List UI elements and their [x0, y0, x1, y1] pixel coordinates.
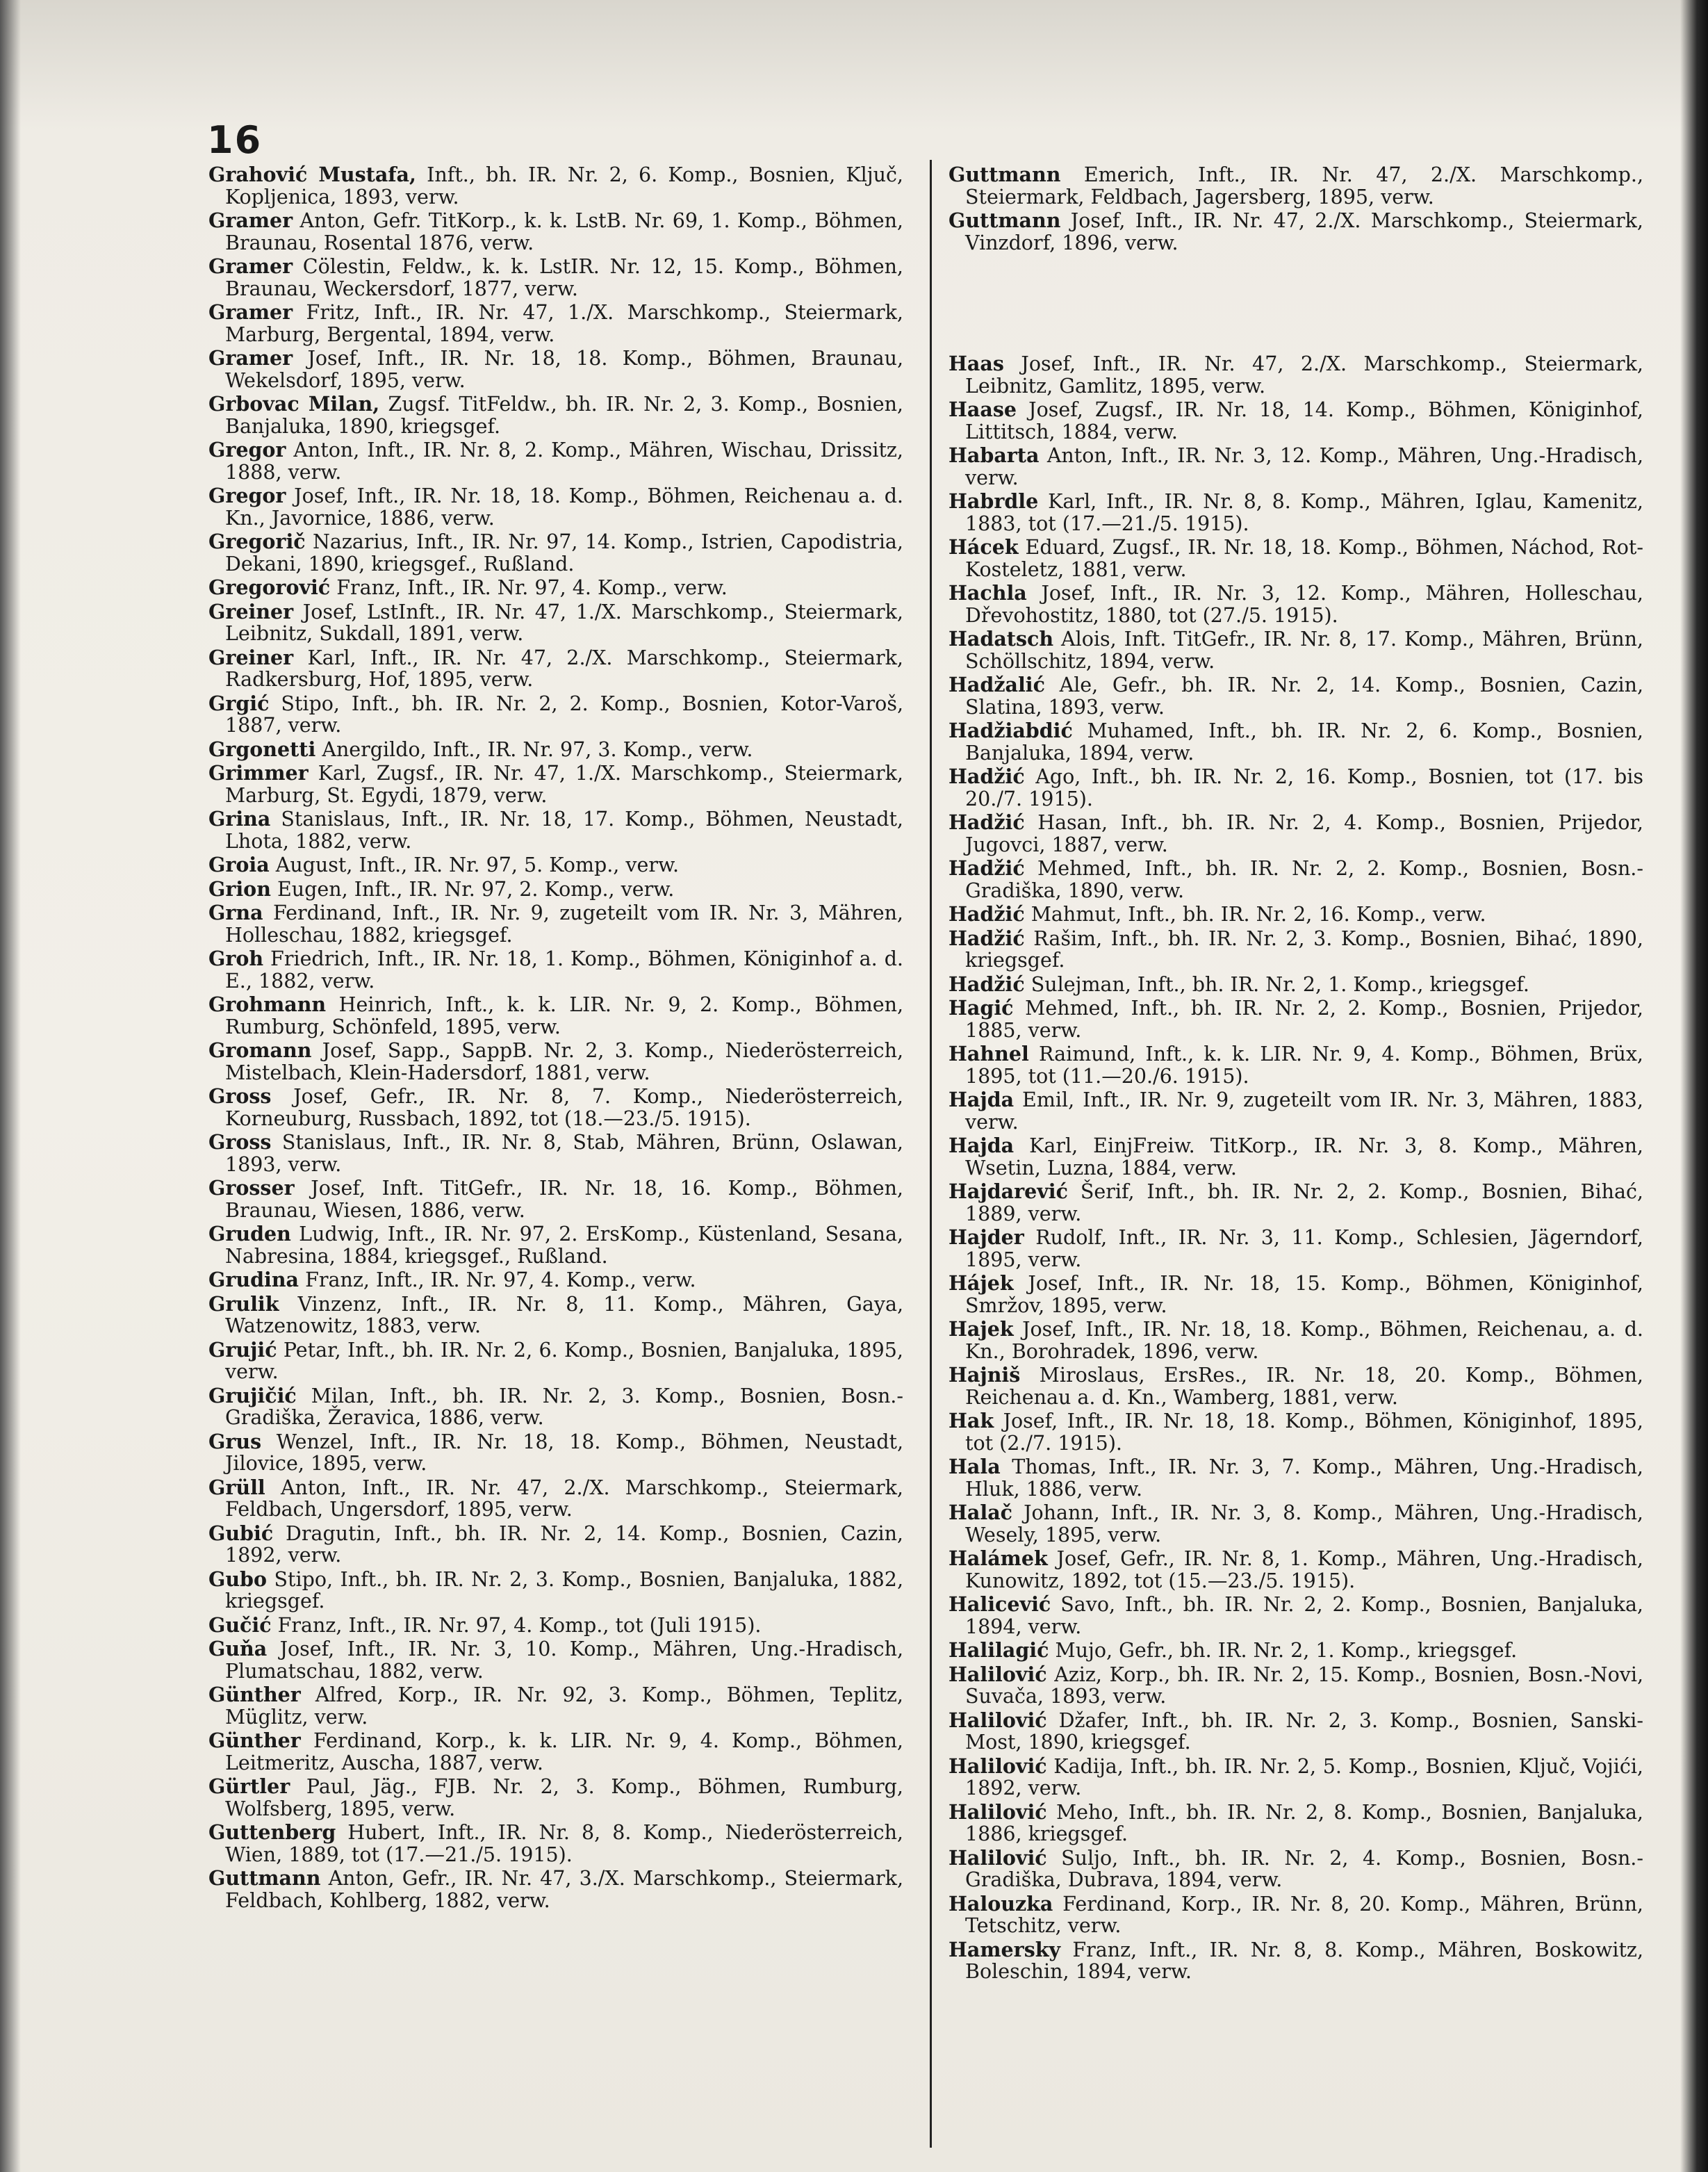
entry-details: Josef, Inft., IR. Nr. 18, 18. Komp., Böhmen, Reichenau, a. d. Kn., Borohradek, 1896, verw. — [965, 1318, 1643, 1363]
entry-details: Petar, Inft., bh. IR. Nr. 2, 6. Komp., Bosnien, Banjaluka, 1895, verw. — [225, 1338, 903, 1383]
entry-details: Šerif, Inft., bh. IR. Nr. 2, 2. Komp., Bosnien, Bihać, 1889, verw. — [965, 1180, 1643, 1225]
right-column-top-entries — [949, 164, 1643, 254]
entry-details: Hubert, Inft., IR. Nr. 8, 8. Komp., Niederösterreich, Wien, 1889, tot (17.—21./5. 1915). — [225, 1821, 903, 1866]
entry-surname: Gregorović — [208, 575, 331, 599]
register-entry — [949, 812, 1643, 856]
entry-details: Aziz, Korp., bh. IR. Nr. 2, 15. Komp., Bosnien, Bosn.-Novi, Suvača, 1893, verw. — [965, 1663, 1643, 1708]
entry-details: Anton, Inft., IR. Nr. 8, 2. Komp., Mähren, Wischau, Drissitz, 1888, verw. — [225, 439, 903, 484]
register-entry — [949, 1273, 1643, 1316]
register-entry — [949, 1548, 1643, 1592]
entry-details: Alois, Inft. TitGefr., IR. Nr. 8, 17. Komp., Mähren, Brünn, Schöllschitz, 1894, verw. — [965, 628, 1643, 673]
entry-details: Muhamed, Inft., bh. IR. Nr. 2, 6. Komp., Bosnien, Banjaluka, 1894, verw. — [965, 719, 1643, 765]
entry-details: Thomas, Inft., IR. Nr. 3, 7. Komp., Mähren, Ung.-Hradisch, Hluk, 1886, verw. — [965, 1455, 1643, 1501]
entry-surname: Grosser — [208, 1176, 295, 1200]
register-entry — [208, 1523, 903, 1567]
entry-surname: Gürtler — [208, 1774, 290, 1798]
register-entry — [208, 1684, 903, 1728]
register-entry — [208, 164, 903, 208]
entry-details: Josef, Inft., IR. Nr. 3, 12. Komp., Mähren, Holleschau, Dřevohostitz, 1880, tot (27./5. 1915). — [965, 582, 1643, 627]
entry-details: Josef, Gefr., IR. Nr. 8, 1. Komp., Mähren, Ung.-Hradisch, Kunowitz, 1892, tot (15.—23./5. 1915). — [965, 1547, 1643, 1592]
entry-surname: Halouzka — [949, 1891, 1053, 1916]
register-entry — [949, 1410, 1643, 1454]
entry-surname: Günther — [208, 1729, 301, 1752]
register-entry — [208, 647, 903, 691]
entry-details: Josef, Inft., IR. Nr. 47, 2./X. Marschkomp., Steiermark, Leibnitz, Gamlitz, 1895, verw. — [965, 352, 1643, 398]
entry-surname: Haas — [949, 352, 1004, 375]
entry-surname: Hadžić — [949, 972, 1025, 996]
register-entry — [208, 1385, 903, 1429]
entry-details: Johann, Inft., IR. Nr. 3, 8. Komp., Mähren, Ung.-Hradisch, Wesely, 1895, verw. — [965, 1501, 1643, 1546]
entry-surname: Gregorič — [208, 530, 306, 553]
entry-surname: Hajder — [949, 1225, 1024, 1249]
entry-surname: Guttmann — [208, 1866, 321, 1890]
entry-surname: Hadžić — [949, 926, 1025, 950]
entry-surname: Halilović — [949, 1754, 1047, 1778]
entry-details: Karl, Inft., IR. Nr. 8, 8. Komp., Mähren, Iglau, Kamenitz, 1883, tot (17.—21./5. 1915). — [965, 490, 1643, 535]
entry-surname: Gromann — [208, 1038, 312, 1062]
entry-surname: Hadžić — [949, 856, 1025, 880]
entry-surname: Gruden — [208, 1222, 291, 1246]
entry-details: Emil, Inft., IR. Nr. 9, zugeteilt vom IR. Nr. 3, Mähren, 1883, verw. — [965, 1088, 1643, 1134]
entry-surname: Haase — [949, 398, 1017, 421]
entry-surname: Hajda — [949, 1088, 1015, 1111]
entry-surname: Gramer — [208, 346, 293, 370]
register-entry — [949, 1227, 1643, 1271]
register-entry — [949, 537, 1643, 580]
entry-surname: Günther — [208, 1683, 301, 1706]
entry-details: Franz, Inft., IR. Nr. 97, 4. Komp., tot (Juli 1915). — [271, 1613, 762, 1637]
entry-details: Milan, Inft., bh. IR. Nr. 2, 3. Komp., Bosnien, Bosn.-Gradiška, Žeravica, 1886, verw. — [225, 1384, 903, 1429]
entry-surname: Gučić — [208, 1612, 272, 1637]
entry-surname: Grahović Mustafa, — [208, 163, 416, 186]
entry-surname: Grimmer — [208, 761, 309, 785]
register-entry — [208, 948, 903, 992]
entry-surname: Grujić — [208, 1337, 277, 1362]
entry-details: Anton, Gefr., IR. Nr. 47, 3./X. Marschkomp., Steiermark, Feldbach, Kohlberg, 1882, verw. — [225, 1867, 903, 1912]
register-entry — [208, 1776, 903, 1820]
entry-surname: Hajniš — [949, 1363, 1021, 1387]
register-entry — [208, 1612, 903, 1637]
entry-details: Fritz, Inft., IR. Nr. 47, 1./X. Marschkomp., Steiermark, Marburg, Bergental, 1894, verw. — [225, 301, 903, 346]
entry-surname: Groh — [208, 947, 264, 970]
entry-surname: Habarta — [949, 443, 1040, 467]
entry-surname: Guttmann — [949, 163, 1061, 186]
entry-details: Raimund, Inft., k. k. LIR. Nr. 9, 4. Komp., Böhmen, Brüx, 1895, tot (11.—20./6. 1915). — [965, 1043, 1643, 1088]
register-entry — [208, 1339, 903, 1383]
register-entry — [208, 808, 903, 852]
entry-surname: Grüll — [208, 1475, 265, 1499]
entry-surname: Hadžić — [949, 902, 1025, 926]
entry-surname: Groia — [208, 853, 270, 876]
register-entry — [949, 1799, 1643, 1845]
entry-details: Josef, Inft., IR. Nr. 18, 15. Komp., Böhmen, Königinhof, Smržov, 1895, verw. — [965, 1272, 1643, 1317]
entry-surname: Hagić — [949, 996, 1014, 1020]
entry-details: Zugsf. TitFeldw., bh. IR. Nr. 2, 3. Komp., Bosnien, Banjaluka, 1890, kriegsgef. — [225, 393, 903, 438]
register-entry — [949, 1847, 1643, 1891]
entry-surname: Hadžić — [949, 810, 1025, 834]
entry-surname: Grohmann — [208, 993, 327, 1016]
register-entry — [949, 353, 1643, 397]
register-entry — [949, 445, 1643, 489]
entry-surname: Gramer — [208, 254, 293, 278]
entry-details: Vinzenz, Inft., IR. Nr. 8, 11. Komp., Mähren, Gaya, Watzenowitz, 1883, verw. — [225, 1292, 903, 1337]
register-entry — [208, 393, 903, 437]
entry-surname: Gubić — [208, 1521, 274, 1545]
page-number: 16 — [207, 118, 263, 162]
right-column — [949, 164, 1643, 1985]
entry-details: Kadija, Inft., bh. IR. Nr. 2, 5. Komp., Bosnien, Ključ, Vojići, 1892, verw. — [965, 1754, 1643, 1799]
entry-details: Wenzel, Inft., IR. Nr. 18, 18. Komp., Böhmen, Neustadt, Jilovice, 1895, verw. — [225, 1430, 903, 1475]
entry-details: Stanislaus, Inft., IR. Nr. 18, 17. Komp., Böhmen, Neustadt, Lhota, 1882, verw. — [225, 808, 903, 853]
entry-surname: Hajdarević — [949, 1179, 1068, 1203]
entry-details: Stipo, Inft., bh. IR. Nr. 2, 3. Komp., Bosnien, Banjaluka, 1882, kriegsgef. — [225, 1567, 903, 1612]
register-entry — [949, 1181, 1643, 1225]
entry-details: Inft., bh. IR. Nr. 2, 6. Komp., Bosnien, Ključ, Kopljenica, 1893, verw. — [225, 163, 903, 209]
entry-details: Stipo, Inft., bh. IR. Nr. 2, 2. Komp., Bosnien, Kotor-Varoš, 1887, verw. — [225, 692, 903, 737]
register-entry — [949, 582, 1643, 626]
register-entry — [208, 1868, 903, 1911]
entry-surname: Halač — [949, 1501, 1013, 1524]
register-entry — [949, 674, 1643, 718]
entry-surname: Halámek — [949, 1546, 1048, 1570]
register-entry — [208, 348, 903, 391]
register-entry — [949, 1594, 1643, 1638]
entry-details: Anton, Inft., IR. Nr. 3, 12. Komp., Mähren, Ung.-Hradisch, verw. — [965, 444, 1643, 489]
entry-details: Eduard, Zugsf., IR. Nr. 18, 18. Komp., Böhmen, Náchod, Rot-Kosteletz, 1881, verw. — [965, 536, 1643, 581]
entry-details: Josef, Inft., IR. Nr. 18, 18. Komp., Böhmen, Braunau, Wekelsdorf, 1895, verw. — [225, 347, 903, 392]
entry-details: Alfred, Korp., IR. Nr. 92, 3. Komp., Böhmen, Teplitz, Müglitz, verw. — [225, 1683, 903, 1729]
entry-details: Anergildo, Inft., IR. Nr. 97, 3. Komp., verw. — [315, 737, 753, 761]
register-entry — [949, 1893, 1643, 1937]
register-entry — [949, 399, 1643, 443]
register-entry — [949, 1318, 1643, 1362]
register-entry — [949, 1756, 1643, 1799]
entry-surname: Hajek — [949, 1317, 1014, 1341]
register-entry — [208, 485, 903, 529]
register-entry — [949, 1043, 1643, 1087]
entry-surname: Hamersky — [949, 1937, 1061, 1961]
entry-surname: Hadžić — [949, 765, 1025, 788]
entry-details: Josef, Sapp., SappB. Nr. 2, 3. Komp., Niederösterreich, Mistelbach, Klein-Hadersdorf, 1881, verw. — [225, 1039, 903, 1084]
entry-details: Josef, Gefr., IR. Nr. 8, 7. Komp., Niederösterreich, Korneuburg, Russbach, 1892, tot (18.—23./5. 1915). — [225, 1085, 903, 1130]
register-entry — [949, 974, 1643, 996]
entry-surname: Grna — [208, 901, 263, 924]
entry-surname: Guttenberg — [208, 1820, 336, 1844]
entry-surname: Grulik — [208, 1291, 279, 1316]
register-entry — [208, 601, 903, 645]
entry-surname: Gross — [208, 1084, 272, 1108]
entry-surname: Hajda — [949, 1134, 1015, 1157]
register-entry — [949, 997, 1643, 1041]
entry-surname: Gregor — [208, 484, 286, 507]
entry-details: Karl, Zugsf., IR. Nr. 47, 1./X. Marschkomp., Steiermark, Marburg, St. Egydi, 1879, verw. — [225, 762, 903, 807]
section-gap — [949, 256, 1643, 353]
entry-surname: Hak — [949, 1409, 994, 1432]
entry-surname: Habrdle — [949, 489, 1039, 513]
entry-details: Rašim, Inft., bh. IR. Nr. 2, 3. Komp., Bosnien, Bihać, 1890, kriegsgef. — [965, 926, 1643, 972]
entry-details: Josef, Inft., IR. Nr. 18, 18. Komp., Böhmen, Reichenau a. d. Kn., Javornice, 1886, verw. — [225, 484, 903, 530]
entry-surname: Hala — [949, 1455, 1001, 1478]
register-entry — [949, 210, 1643, 254]
register-entry — [949, 164, 1643, 208]
register-entry — [949, 1939, 1643, 1983]
entry-details: Heinrich, Inft., k. k. LIR. Nr. 9, 2. Komp., Böhmen, Rumburg, Schönfeld, 1895, verw. — [225, 993, 903, 1038]
register-entry — [208, 1477, 903, 1521]
register-entry — [208, 1269, 903, 1291]
entry-details: Miroslaus, ErsRes., IR. Nr. 18, 20. Komp., Böhmen, Reichenau a. d. Kn., Wamberg, 1881, verw. — [965, 1364, 1643, 1409]
entry-details: Mahmut, Inft., bh. IR. Nr. 2, 16. Komp., verw. — [1024, 903, 1486, 926]
register-entry — [208, 902, 903, 946]
entry-details: Paul, Jäg., FJB. Nr. 2, 3. Komp., Böhmen, Rumburg, Wolfsberg, 1895, verw. — [225, 1775, 903, 1820]
entry-details: Stanislaus, Inft., IR. Nr. 8, Stab, Mähren, Brünn, Oslawan, 1893, verw. — [225, 1131, 903, 1176]
entry-surname: Hadžiabdić — [949, 719, 1073, 742]
entry-details: Ago, Inft., bh. IR. Nr. 2, 16. Komp., Bosnien, tot (17. bis 20./7. 1915). — [965, 765, 1643, 810]
entry-surname: Grujičić — [208, 1383, 297, 1407]
entry-surname: Halilović — [949, 1708, 1047, 1732]
register-entry — [208, 1293, 903, 1337]
entry-surname: Grbovac Milan, — [208, 392, 380, 416]
register-entry — [949, 766, 1643, 810]
register-entry — [208, 762, 903, 806]
entry-details: Ale, Gefr., bh. IR. Nr. 2, 14. Komp., Bosnien, Cazin, Slatina, 1893, verw. — [965, 673, 1643, 719]
page-edge-shadow-left — [0, 0, 21, 2172]
left-column — [208, 164, 903, 1913]
entry-details: Franz, Inft., IR. Nr. 8, 8. Komp., Mähren, Boskowitz, Boleschin, 1894, verw. — [965, 1938, 1643, 1983]
register-entry — [208, 876, 903, 901]
entry-details: Karl, Inft., IR. Nr. 47, 2./X. Marschkomp., Steiermark, Radkersburg, Hof, 1895, verw. — [225, 646, 903, 691]
entry-surname: Guttmann — [949, 209, 1061, 232]
register-entry — [208, 854, 903, 876]
entry-details: Cölestin, Feldw., k. k. LstIR. Nr. 12, 15. Komp., Böhmen, Braunau, Weckersdorf, 1877, verw. — [225, 255, 903, 300]
entry-details: Dragutin, Inft., bh. IR. Nr. 2, 14. Komp., Bosnien, Cazin, 1892, verw. — [225, 1521, 903, 1567]
entry-surname: Grina — [208, 807, 271, 831]
register-entry — [949, 628, 1643, 672]
register-entry — [208, 1730, 903, 1774]
entry-details: Mehmed, Inft., bh. IR. Nr. 2, 2. Komp., Bosnien, Prijedor, 1885, verw. — [965, 997, 1643, 1042]
register-entry — [949, 1089, 1643, 1133]
register-entry — [208, 302, 903, 345]
entry-surname: Halicević — [949, 1592, 1051, 1616]
register-entry — [208, 1638, 903, 1682]
entry-surname: Grion — [208, 876, 271, 901]
entry-details: Nazarius, Inft., IR. Nr. 97, 14. Komp., Istrien, Capodistria, Dekani, 1890, kriegsgef., Rußland. — [225, 530, 903, 575]
register-entry — [949, 1135, 1643, 1179]
register-entry — [208, 1040, 903, 1084]
entry-details: Friedrich, Inft., IR. Nr. 18, 1. Komp., Böhmen, Königinhof a. d. E., 1882, verw. — [225, 947, 903, 993]
entry-details: Josef, Inft., IR. Nr. 3, 10. Komp., Mähren, Ung.-Hradisch, Plumatschau, 1882, verw. — [225, 1638, 903, 1683]
register-entry — [208, 1086, 903, 1129]
entry-details: Džafer, Inft., bh. IR. Nr. 2, 3. Komp., Bosnien, Sanski-Most, 1890, kriegsgef. — [965, 1708, 1643, 1754]
register-entry — [208, 439, 903, 483]
register-entry — [208, 531, 903, 575]
entry-details: Josef, Inft. TitGefr., IR. Nr. 18, 16. Komp., Böhmen, Braunau, Wiesen, 1886, verw. — [225, 1177, 903, 1222]
register-entry — [949, 1364, 1643, 1408]
register-entry — [208, 1822, 903, 1865]
register-entry — [208, 1431, 903, 1475]
page-edge-shadow-right — [1680, 0, 1708, 2172]
column-divider — [930, 160, 932, 2148]
entry-details: Emerich, Inft., IR. Nr. 47, 2./X. Marschkomp., Steiermark, Feldbach, Jagersberg, 1895, verw. — [965, 163, 1643, 209]
entry-details: Ferdinand, Inft., IR. Nr. 9, zugeteilt vom IR. Nr. 3, Mähren, Holleschau, 1882, kriegsgef. — [225, 901, 903, 947]
register-entry — [208, 1177, 903, 1221]
entry-details: Mujo, Gefr., bh. IR. Nr. 2, 1. Komp., kriegsgef. — [1049, 1639, 1518, 1662]
entry-details: Rudolf, Inft., IR. Nr. 3, 11. Komp., Schlesien, Jägerndorf, 1895, verw. — [965, 1226, 1643, 1271]
register-entry — [949, 1710, 1643, 1754]
entry-details: Josef, LstInft., IR. Nr. 47, 1./X. Marschkomp., Steiermark, Leibnitz, Sukdall, 1891, verw. — [225, 600, 903, 645]
register-entry — [208, 994, 903, 1038]
entry-details: Josef, Zugsf., IR. Nr. 18, 14. Komp., Böhmen, Königinhof, Littitsch, 1884, verw. — [965, 398, 1643, 443]
register-entry — [208, 256, 903, 300]
entry-surname: Grudina — [208, 1268, 299, 1291]
entry-surname: Halilagić — [949, 1638, 1049, 1662]
entry-details: Josef, Inft., IR. Nr. 47, 2./X. Marschkomp., Steiermark, Vinzdorf, 1896, verw. — [965, 209, 1643, 254]
entry-surname: Hájek — [949, 1271, 1014, 1295]
entry-surname: Guňa — [208, 1637, 268, 1660]
entry-details: Mehmed, Inft., bh. IR. Nr. 2, 2. Komp., Bosnien, Bosn.-Gradiška, 1890, verw. — [965, 857, 1643, 902]
entry-surname: Grgonetti — [208, 737, 316, 761]
right-column-entries — [949, 353, 1643, 1983]
entry-details: Ferdinand, Korp., k. k. LIR. Nr. 9, 4. Komp., Böhmen, Leitmeritz, Auscha, 1887, verw. — [225, 1729, 903, 1774]
register-entry — [949, 1640, 1643, 1662]
register-entry — [949, 720, 1643, 764]
entry-surname: Halilović — [949, 1662, 1047, 1686]
entry-surname: Greiner — [208, 645, 294, 669]
entry-details: Meho, Inft., bh. IR. Nr. 2, 8. Komp., Bosnien, Banjaluka, 1886, kriegsgef. — [965, 1800, 1643, 1845]
register-entry — [208, 1132, 903, 1175]
register-entry — [208, 739, 903, 761]
entry-details: Anton, Inft., IR. Nr. 47, 2./X. Marschkomp., Steiermark, Feldbach, Ungersdorf, 1895, verw. — [225, 1476, 903, 1521]
register-entry — [949, 1456, 1643, 1500]
entry-details: Franz, Inft., IR. Nr. 97, 4. Komp., verw. — [330, 576, 728, 599]
entry-surname: Halilović — [949, 1845, 1047, 1870]
register-entry — [208, 1569, 903, 1612]
entry-surname: Hácek — [949, 535, 1019, 559]
entry-details: Anton, Gefr. TitKorp., k. k. LstB. Nr. 69, 1. Komp., Böhmen, Braunau, Rosental 1876, verw. — [225, 209, 903, 254]
entry-details: Hasan, Inft., bh. IR. Nr. 2, 4. Komp., Bosnien, Prijedor, Jugovci, 1887, verw. — [965, 811, 1643, 856]
entry-details: Josef, Inft., IR. Nr. 18, 18. Komp., Böhmen, Königinhof, 1895, tot (2./7. 1915). — [965, 1410, 1643, 1455]
register-entry — [949, 1664, 1643, 1708]
entry-surname: Greiner — [208, 599, 294, 623]
register-entry — [949, 491, 1643, 534]
entry-surname: Hadžalić — [949, 673, 1045, 696]
entry-surname: Halilović — [949, 1799, 1047, 1824]
register-entry — [208, 693, 903, 737]
entry-surname: Gramer — [208, 209, 293, 232]
entry-surname: Grgić — [208, 691, 270, 715]
register-entry — [949, 904, 1643, 926]
entry-details: August, Inft., IR. Nr. 97, 5. Komp., verw. — [269, 854, 680, 876]
entry-surname: Gubo — [208, 1567, 267, 1591]
register-entry — [949, 928, 1643, 972]
entry-details: Ferdinand, Korp., IR. Nr. 8, 20. Komp., Mähren, Brünn, Tetschitz, verw. — [965, 1892, 1643, 1937]
entry-details: Eugen, Inft., IR. Nr. 97, 2. Komp., verw. — [270, 877, 675, 901]
entry-details: Savo, Inft., bh. IR. Nr. 2, 2. Komp., Bosnien, Banjaluka, 1894, verw. — [965, 1593, 1643, 1638]
entry-details: Karl, EinjFreiw. TitKorp., IR. Nr. 3, 8. Komp., Mähren, Wsetin, Luzna, 1884, verw. — [965, 1134, 1643, 1179]
entry-details: Franz, Inft., IR. Nr. 97, 4. Komp., verw. — [299, 1268, 696, 1291]
entry-details: Ludwig, Inft., IR. Nr. 97, 2. ErsKomp., Küstenland, Sesana, Nabresina, 1884, kriegsgef., Rußland. — [225, 1223, 903, 1268]
register-entry — [208, 1223, 903, 1267]
entry-surname: Hahnel — [949, 1042, 1029, 1065]
entry-surname: Gramer — [208, 300, 293, 324]
register-entry — [208, 577, 903, 599]
entry-surname: Hachla — [949, 581, 1027, 605]
entry-surname: Hadatsch — [949, 627, 1054, 651]
register-entry — [949, 858, 1643, 901]
entry-surname: Gross — [208, 1130, 272, 1154]
entry-surname: Grus — [208, 1429, 262, 1453]
entry-details: Suljo, Inft., bh. IR. Nr. 2, 4. Komp., Bosnien, Bosn.-Gradiška, Dubrava, 1894, verw. — [965, 1846, 1643, 1891]
entry-surname: Gregor — [208, 438, 286, 462]
entry-details: Sulejman, Inft., bh. IR. Nr. 2, 1. Komp., kriegsgef. — [1024, 972, 1529, 996]
register-entry — [949, 1502, 1643, 1546]
register-entry — [208, 210, 903, 254]
